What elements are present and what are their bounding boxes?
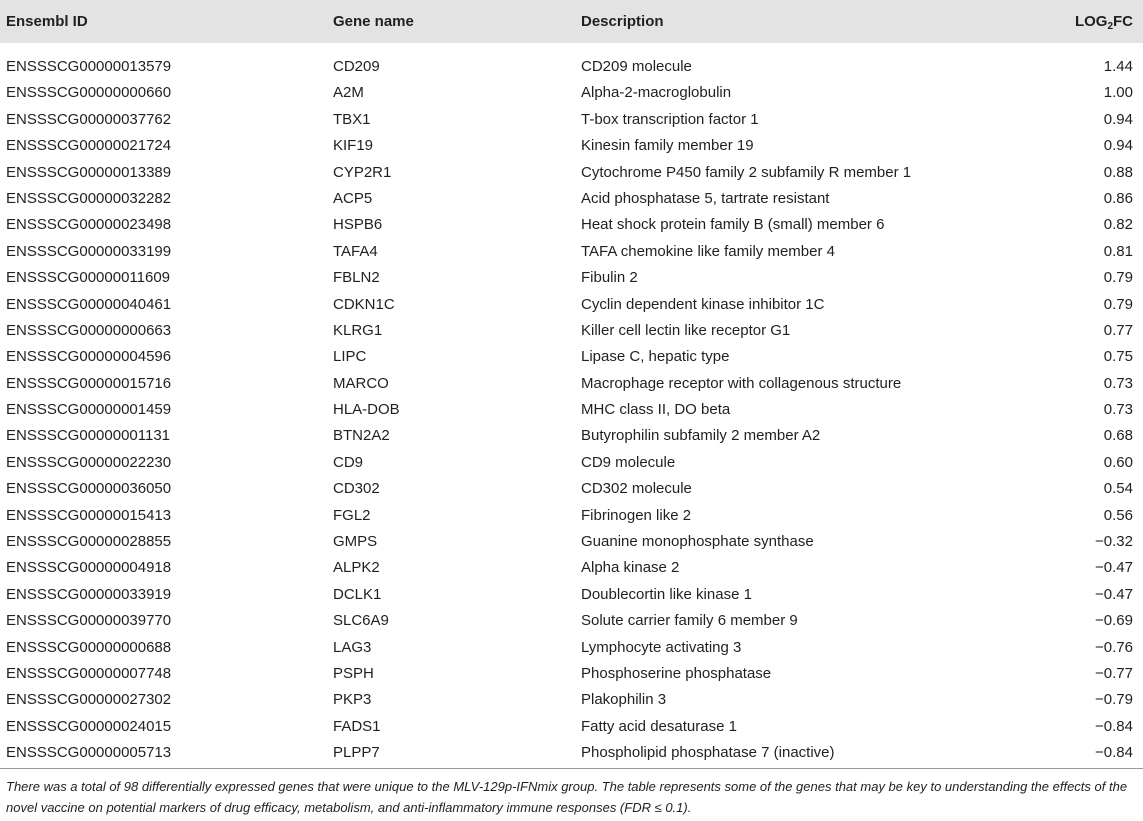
- cell-gene-name: HLA-DOB: [333, 401, 400, 419]
- table-row: [0, 54, 1143, 80]
- table-row: [0, 450, 1143, 476]
- cell-gene-name: ALPK2: [333, 559, 380, 577]
- cell-description: CD9 molecule: [581, 453, 676, 471]
- table-row: [0, 133, 1143, 159]
- cell-ensembl-id: ENSSSCG00000015716: [6, 374, 172, 392]
- cell-log2fc: −0.84: [1095, 717, 1133, 735]
- cell-description: Butyrophilin subfamily 2 member A2: [581, 427, 821, 445]
- cell-ensembl-id: ENSSSCG00000039770: [6, 612, 172, 630]
- cell-log2fc: −0.32: [1095, 533, 1133, 551]
- cell-log2fc: 0.68: [1103, 427, 1133, 445]
- cell-description: Lymphocyte activating 3: [581, 638, 742, 656]
- cell-ensembl-id: ENSSSCG00000037762: [6, 110, 172, 128]
- cell-gene-name: A2M: [333, 84, 364, 102]
- table-row: [0, 555, 1143, 581]
- cell-ensembl-id: ENSSSCG00000013389: [6, 163, 172, 181]
- cell-gene-name: DCLK1: [333, 585, 382, 603]
- table-row: [0, 423, 1143, 449]
- cell-description: Plakophilin 3: [581, 691, 667, 709]
- cell-description: Phospholipid phosphatase 7 (inactive): [581, 744, 835, 762]
- cell-ensembl-id: ENSSSCG00000024015: [6, 717, 172, 735]
- cell-description: Acid phosphatase 5, tartrate resistant: [581, 189, 830, 207]
- cell-log2fc: 0.56: [1103, 506, 1133, 524]
- cell-description: Guanine monophosphate synthase: [581, 533, 814, 551]
- cell-log2fc: −0.69: [1095, 612, 1133, 630]
- cell-ensembl-id: ENSSSCG00000028855: [6, 533, 172, 551]
- cell-log2fc: −0.77: [1095, 664, 1133, 682]
- table-row: [0, 212, 1143, 238]
- cell-gene-name: BTN2A2: [333, 427, 390, 445]
- cell-log2fc: 1.00: [1103, 84, 1133, 102]
- cell-gene-name: PKP3: [333, 691, 372, 709]
- table-header: [0, 0, 1143, 43]
- cell-log2fc: −0.76: [1095, 638, 1133, 656]
- table-row: [0, 503, 1143, 529]
- cell-gene-name: MARCO: [333, 374, 389, 392]
- cell-description: Alpha-2-macroglobulin: [581, 84, 732, 102]
- cell-gene-name: LAG3: [333, 638, 372, 656]
- table-row: [0, 661, 1143, 687]
- cell-log2fc: 0.79: [1103, 269, 1133, 287]
- cell-description: Phosphoserine phosphatase: [581, 664, 772, 682]
- cell-ensembl-id: ENSSSCG00000004918: [6, 559, 172, 577]
- header-log2fc-prefix: LOG: [1074, 13, 1108, 30]
- header-description: Description: [581, 13, 664, 30]
- table-row: [0, 529, 1143, 555]
- cell-description: Alpha kinase 2: [581, 559, 680, 577]
- table-row: [0, 371, 1143, 397]
- header-log2fc: [1075, 0, 1133, 43]
- table-row: [0, 160, 1143, 186]
- cell-gene-name: FGL2: [333, 506, 371, 524]
- cell-ensembl-id: ENSSSCG00000033919: [6, 585, 172, 603]
- cell-log2fc: 0.54: [1103, 480, 1133, 498]
- header-log2fc-subscript: 2: [1107, 21, 1113, 32]
- cell-description: Kinesin family member 19: [581, 137, 754, 155]
- table-row: [0, 476, 1143, 502]
- cell-log2fc: 0.94: [1103, 137, 1133, 155]
- cell-ensembl-id: ENSSSCG00000000663: [6, 321, 172, 339]
- cell-description: CD302 molecule: [581, 480, 692, 498]
- cell-log2fc: −0.84: [1095, 744, 1133, 762]
- cell-description: Heat shock protein family B (small) member 6: [581, 216, 885, 234]
- table-row: [0, 239, 1143, 265]
- cell-ensembl-id: ENSSSCG00000021724: [6, 137, 172, 155]
- cell-gene-name: FADS1: [333, 717, 381, 735]
- cell-ensembl-id: ENSSSCG00000001131: [6, 427, 171, 445]
- header-gene-name: Gene name: [333, 13, 414, 30]
- cell-log2fc: 0.82: [1103, 216, 1133, 234]
- table-row: [0, 740, 1143, 766]
- cell-ensembl-id: ENSSSCG00000023498: [6, 216, 172, 234]
- cell-description: Fibulin 2: [581, 269, 638, 287]
- cell-log2fc: −0.47: [1095, 559, 1133, 577]
- cell-gene-name: CYP2R1: [333, 163, 392, 181]
- cell-description: Lipase C, hepatic type: [581, 348, 730, 366]
- cell-log2fc: 0.75: [1103, 348, 1133, 366]
- cell-description: T-box transcription factor 1: [581, 110, 759, 128]
- cell-gene-name: HSPB6: [333, 216, 383, 234]
- cell-ensembl-id: ENSSSCG00000036050: [6, 480, 172, 498]
- cell-ensembl-id: ENSSSCG00000011609: [6, 269, 171, 287]
- cell-gene-name: FBLN2: [333, 269, 380, 287]
- cell-description: Cytochrome P450 family 2 subfamily R member 1: [581, 163, 912, 181]
- table-row: [0, 687, 1143, 713]
- table-row: [0, 608, 1143, 634]
- cell-gene-name: ACP5: [333, 189, 373, 207]
- table-row: [0, 397, 1143, 423]
- table-row: [0, 186, 1143, 212]
- cell-gene-name: CD302: [333, 480, 380, 498]
- cell-ensembl-id: ENSSSCG00000027302: [6, 691, 172, 709]
- cell-description: Doublecortin like kinase 1: [581, 585, 752, 603]
- cell-log2fc: 0.88: [1103, 163, 1133, 181]
- cell-log2fc: −0.79: [1095, 691, 1133, 709]
- cell-gene-name: PLPP7: [333, 744, 380, 762]
- cell-log2fc: 0.73: [1103, 401, 1133, 419]
- table-row: [0, 344, 1143, 370]
- table-row: [0, 635, 1143, 661]
- header-log2fc-suffix: FC: [1113, 13, 1133, 30]
- cell-log2fc: 0.94: [1103, 110, 1133, 128]
- cell-gene-name: CD209: [333, 58, 380, 75]
- cell-description: TAFA chemokine like family member 4: [581, 242, 835, 260]
- cell-log2fc: 0.73: [1103, 374, 1133, 392]
- cell-gene-name: TBX1: [333, 110, 371, 128]
- cell-gene-name: KIF19: [333, 137, 374, 155]
- cell-ensembl-id: ENSSSCG00000033199: [6, 242, 172, 260]
- cell-ensembl-id: ENSSSCG00000000688: [6, 638, 172, 656]
- cell-gene-name: CDKN1C: [333, 295, 395, 313]
- table-row: [0, 292, 1143, 318]
- cell-ensembl-id: ENSSSCG00000000660: [6, 84, 172, 102]
- table-row: [0, 582, 1143, 608]
- cell-description: MHC class II, DO beta: [581, 401, 731, 419]
- cell-description: Killer cell lectin like receptor G1: [581, 321, 791, 339]
- table-row: [0, 318, 1143, 344]
- header-ensembl-id: Ensembl ID: [6, 13, 88, 30]
- cell-description: Fibrinogen like 2: [581, 506, 692, 524]
- table-body: [0, 54, 1143, 767]
- cell-ensembl-id: ENSSSCG00000013579: [6, 58, 172, 75]
- cell-log2fc: 0.60: [1103, 453, 1133, 471]
- cell-description: Cyclin dependent kinase inhibitor 1C: [581, 295, 825, 313]
- cell-description: Macrophage receptor with collagenous structure: [581, 374, 902, 392]
- cell-log2fc: 0.81: [1103, 242, 1133, 260]
- cell-gene-name: KLRG1: [333, 321, 383, 339]
- table-footnote: There was a total of 98 differentially expressed genes that were unique to the MLV-129p-IFNmix group. The table represents some of the genes that may be key to understanding the effects of the novel vaccine on potential markers of drug efficacy, metabolism, and anti-inflammatory immune responses (FDR ≤ 0.1).: [6, 779, 1128, 815]
- cell-ensembl-id: ENSSSCG00000015413: [6, 506, 172, 524]
- table-row: [0, 80, 1143, 106]
- table-row: [0, 714, 1143, 740]
- cell-ensembl-id: ENSSSCG00000040461: [6, 295, 172, 313]
- table-bottom-rule: [0, 768, 1143, 769]
- cell-ensembl-id: ENSSSCG00000001459: [6, 401, 172, 419]
- cell-gene-name: TAFA4: [333, 242, 378, 260]
- table-row: [0, 265, 1143, 291]
- cell-description: Fatty acid desaturase 1: [581, 717, 737, 735]
- cell-log2fc: 0.79: [1103, 295, 1133, 313]
- cell-log2fc: 1.44: [1103, 58, 1133, 75]
- cell-ensembl-id: ENSSSCG00000005713: [6, 744, 172, 762]
- table-row: [0, 107, 1143, 133]
- cell-ensembl-id: ENSSSCG00000004596: [6, 348, 172, 366]
- cell-gene-name: PSPH: [333, 664, 374, 682]
- cell-description: CD209 molecule: [581, 58, 692, 75]
- cell-gene-name: LIPC: [333, 348, 367, 366]
- cell-log2fc: 0.86: [1103, 189, 1133, 207]
- cell-gene-name: SLC6A9: [333, 612, 389, 630]
- cell-ensembl-id: ENSSSCG00000022230: [6, 453, 172, 471]
- cell-log2fc: −0.47: [1095, 585, 1133, 603]
- cell-gene-name: CD9: [333, 453, 364, 471]
- cell-description: Solute carrier family 6 member 9: [581, 612, 798, 630]
- cell-gene-name: GMPS: [333, 533, 378, 551]
- cell-ensembl-id: ENSSSCG00000007748: [6, 664, 172, 682]
- cell-ensembl-id: ENSSSCG00000032282: [6, 189, 172, 207]
- cell-log2fc: 0.77: [1103, 321, 1133, 339]
